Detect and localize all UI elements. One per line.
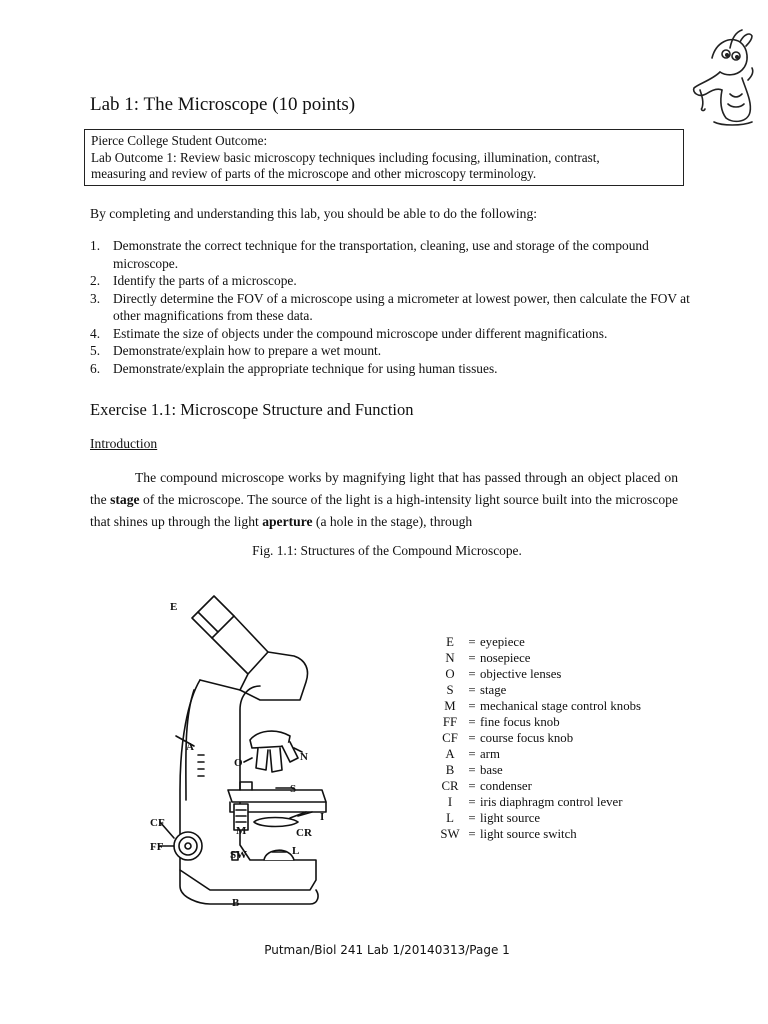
intro-text: By completing and understanding this lab, you should be able to do the following: — [90, 206, 538, 221]
label-CF: CF — [150, 817, 165, 829]
page-title: Lab 1: The Microscope (10 points) — [90, 94, 356, 115]
page-footer: Putman/Biol 241 Lab 1/20140313/Page 1 — [264, 943, 510, 957]
microscope-diagram — [140, 590, 350, 920]
exercise-title: Exercise 1.1: Microscope Structure and Function — [90, 400, 414, 419]
legend-row: S = stage — [446, 683, 507, 697]
legend-row: N = nosepiece — [445, 651, 531, 665]
legend-row: CR = condenser — [441, 779, 532, 793]
list-item: 6. Demonstrate/explain the appropriate technique for using human tissues. — [90, 360, 498, 376]
label-N: N — [300, 751, 308, 763]
label-M: M — [236, 825, 247, 837]
legend-row: SW = light source switch — [440, 827, 577, 841]
label-SW: SW — [230, 849, 248, 861]
figure-legend — [436, 634, 641, 842]
list-item: 4. Estimate the size of objects under the compound microscope under different magnifications. — [90, 325, 608, 341]
legend-row: E = eyepiece — [446, 635, 525, 649]
outcome-heading: Pierce College Student Outcome: — [91, 133, 268, 148]
outcome-line-1: Lab Outcome 1: Review basic microscopy techniques including focusing, illumination, contrast, — [91, 149, 600, 165]
legend-row: A = arm — [445, 747, 500, 761]
objectives-list — [90, 237, 690, 377]
list-item: 2. Identify the parts of a microscope. — [90, 273, 297, 288]
dragon-mascot-icon — [690, 28, 756, 128]
legend-row: CF = course focus knob — [442, 731, 574, 745]
label-B: B — [232, 897, 240, 909]
legend-row: FF = fine focus knob — [442, 715, 560, 729]
list-item: 1. Demonstrate the correct technique for the transportation, cleaning, use and storage of the compound microscope. — [90, 238, 649, 271]
intro-paragraph: The compound microscope works by magnifying light that has passed through an object placed on the stage of the microscope. The source of the light is a high-intensity light source built into the microscope that shines up through the light aperture (a hole in the stage), through — [90, 470, 678, 529]
label-I: I — [320, 811, 325, 823]
bold-term-aperture: aperture — [262, 514, 313, 529]
legend-row: I = iris diaphragm control lever — [447, 795, 623, 809]
label-L: L — [292, 845, 300, 857]
label-E: E — [170, 601, 178, 613]
legend-row: O = objective lenses — [445, 667, 562, 681]
outcome-line-2: measuring and review of parts of the microscope and other microscopy terminology. — [91, 166, 537, 181]
list-item: 3. Directly determine the FOV of a microscope using a micrometer at lowest power, then calculate the FOV at other magnifications from these data. — [90, 290, 690, 323]
label-O: O — [234, 757, 243, 769]
section-heading: Introduction — [90, 436, 158, 451]
legend-row: L = light source — [446, 811, 541, 825]
legend-row: M = mechanical stage control knobs — [444, 699, 641, 713]
label-FF: FF — [150, 841, 164, 853]
legend-row: B = base — [445, 763, 503, 777]
outcome-box — [84, 129, 684, 186]
list-item: 5. Demonstrate/explain how to prepare a wet mount. — [90, 343, 382, 358]
label-S: S — [290, 783, 297, 795]
label-CR: CR — [296, 827, 312, 839]
label-A: A — [186, 741, 194, 753]
bold-term-stage: stage — [110, 492, 140, 507]
figure-caption: Fig. 1.1: Structures of the Compound Microscope. — [252, 543, 522, 558]
